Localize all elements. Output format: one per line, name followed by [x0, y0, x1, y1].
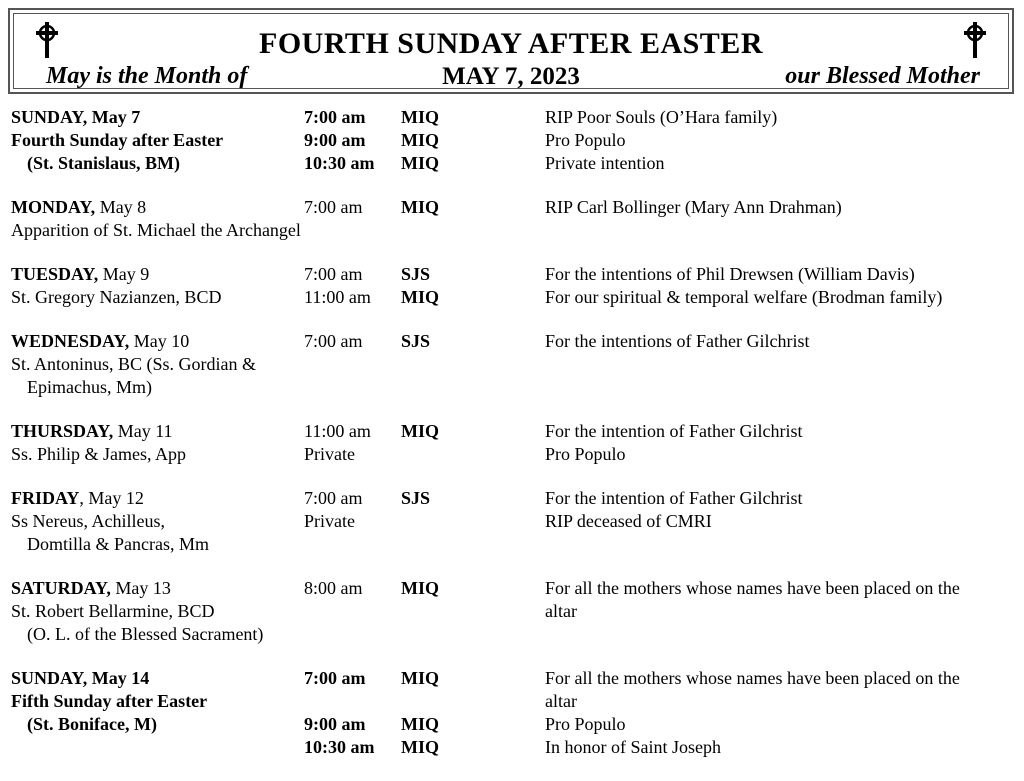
mass-location: MIQ: [401, 578, 439, 598]
schedule-row: [11, 510, 1016, 533]
mass-time: 11:00 am: [304, 421, 371, 441]
schedule-row: [11, 600, 1016, 623]
day-friday-may-12: [11, 487, 1016, 556]
mass-time: Private: [304, 444, 355, 464]
day-sunday-may-14: [11, 667, 1016, 759]
month-caption-left: May is the Month of: [46, 63, 248, 89]
mass-time: 8:00 am: [304, 578, 363, 598]
schedule-row: [11, 623, 1016, 646]
page-title: FOURTH SUNDAY AFTER EASTER: [259, 27, 763, 60]
commemoration-label: (O. L. of the Blessed Sacrament): [27, 624, 264, 644]
schedule-row: [11, 129, 1016, 152]
mass-intention: Pro Populo: [545, 444, 626, 464]
schedule-row: [11, 690, 1016, 713]
mass-intention: RIP Poor Souls (O’Hara family): [545, 107, 778, 127]
schedule-row: [11, 376, 1016, 399]
day-label: MONDAY, May 8: [11, 197, 147, 217]
day-sunday-may-7: [11, 106, 1016, 175]
mass-intention: RIP deceased of CMRI: [545, 511, 712, 531]
mass-intention-continued: altar: [545, 601, 577, 621]
schedule-row: [11, 196, 1016, 219]
feast-label: Fifth Sunday after Easter: [11, 691, 208, 711]
mass-intention: For the intention of Father Gilchrist: [545, 421, 803, 441]
day-label: SUNDAY, May 7: [11, 107, 141, 127]
schedule-row: [11, 353, 1016, 376]
day-tuesday-may-9: [11, 263, 1016, 309]
mass-location: MIQ: [401, 737, 439, 757]
day-label: SATURDAY, May 13: [11, 578, 171, 598]
mass-location: MIQ: [401, 107, 439, 127]
mass-time: 7:00 am: [304, 264, 363, 284]
mass-time: 9:00 am: [304, 130, 366, 150]
mass-location: SJS: [401, 331, 431, 351]
mass-time: 11:00 am: [304, 287, 371, 307]
day-saturday-may-13: [11, 577, 1016, 646]
mass-intention: Pro Populo: [545, 130, 626, 150]
schedule-row: [11, 487, 1016, 510]
mass-intention: For all the mothers whose names have been placed on the: [545, 578, 960, 598]
schedule-row: [11, 106, 1016, 129]
mass-intention: Private intention: [545, 153, 665, 173]
schedule-row: [11, 330, 1016, 353]
mass-location: MIQ: [401, 197, 439, 217]
bulletin-date: MAY 7, 2023: [442, 63, 580, 90]
mass-location: MIQ: [401, 668, 439, 688]
mass-intention: In honor of Saint Joseph: [545, 737, 721, 757]
day-label: SUNDAY, May 14: [11, 668, 150, 688]
month-caption-right: our Blessed Mother: [785, 63, 980, 89]
mass-intention: Pro Populo: [545, 714, 626, 734]
day-wednesday-may-10: [11, 330, 1016, 399]
commemoration-label: (St. Stanislaus, BM): [27, 153, 181, 173]
schedule-row: [11, 263, 1016, 286]
mass-location: SJS: [401, 264, 431, 284]
bulletin-header: [8, 8, 1014, 94]
mass-time: 7:00 am: [304, 488, 363, 508]
mass-time: 10:30 am: [304, 153, 375, 173]
mass-time: 7:00 am: [304, 668, 366, 688]
mass-location: MIQ: [401, 421, 439, 441]
feast-label-continued: Epimachus, Mm): [27, 377, 152, 397]
mass-intention: For our spiritual & temporal welfare (Brodman family): [545, 287, 943, 307]
schedule-row: [11, 577, 1016, 600]
mass-time: 9:00 am: [304, 714, 366, 734]
schedule-row: [11, 152, 1016, 175]
feast-label: St. Antoninus, BC (Ss. Gordian &: [11, 354, 257, 374]
schedule-row: [11, 286, 1016, 309]
feast-label: St. Robert Bellarmine, BCD: [11, 601, 215, 621]
schedule-row: [11, 713, 1016, 736]
mass-location: SJS: [401, 488, 431, 508]
day-monday-may-8: [11, 196, 1016, 242]
mass-intention-continued: altar: [545, 691, 577, 711]
mass-intention: For the intentions of Phil Drewsen (William Davis): [545, 264, 915, 284]
commemoration-label: (St. Boniface, M): [27, 714, 157, 734]
mass-time: Private: [304, 511, 355, 531]
feast-label: Fourth Sunday after Easter: [11, 130, 224, 150]
feast-label: St. Gregory Nazianzen, BCD: [11, 287, 222, 307]
schedule-row: [11, 533, 1016, 556]
schedule-row: [11, 736, 1016, 759]
feast-label: Ss. Philip & James, App: [11, 444, 187, 464]
day-label: WEDNESDAY, May 10: [11, 331, 190, 351]
day-label: FRIDAY, May 12: [11, 488, 144, 508]
mass-time: 10:30 am: [304, 737, 375, 757]
mass-location: MIQ: [401, 287, 439, 307]
mass-location: MIQ: [401, 714, 439, 734]
feast-label: Apparition of St. Michael the Archangel: [11, 220, 301, 240]
mass-location: MIQ: [401, 130, 439, 150]
mass-intention: For the intention of Father Gilchrist: [545, 488, 803, 508]
mass-intention: For all the mothers whose names have been placed on the: [545, 668, 960, 688]
day-label: TUESDAY, May 9: [11, 264, 150, 284]
schedule-row: [11, 667, 1016, 690]
feast-label: Ss Nereus, Achilleus,: [11, 511, 165, 531]
mass-time: 7:00 am: [304, 197, 363, 217]
mass-time: 7:00 am: [304, 331, 363, 351]
schedule-row: [11, 420, 1016, 443]
feast-label-continued: Domtilla & Pancras, Mm: [27, 534, 209, 554]
mass-time: 7:00 am: [304, 107, 366, 127]
mass-schedule: [11, 106, 1016, 759]
mass-intention: RIP Carl Bollinger (Mary Ann Drahman): [545, 197, 842, 217]
schedule-row: [11, 219, 1016, 242]
mass-intention: For the intentions of Father Gilchrist: [545, 331, 810, 351]
mass-location: MIQ: [401, 153, 439, 173]
day-label: THURSDAY, May 11: [11, 421, 173, 441]
schedule-row: [11, 443, 1016, 466]
day-thursday-may-11: [11, 420, 1016, 466]
